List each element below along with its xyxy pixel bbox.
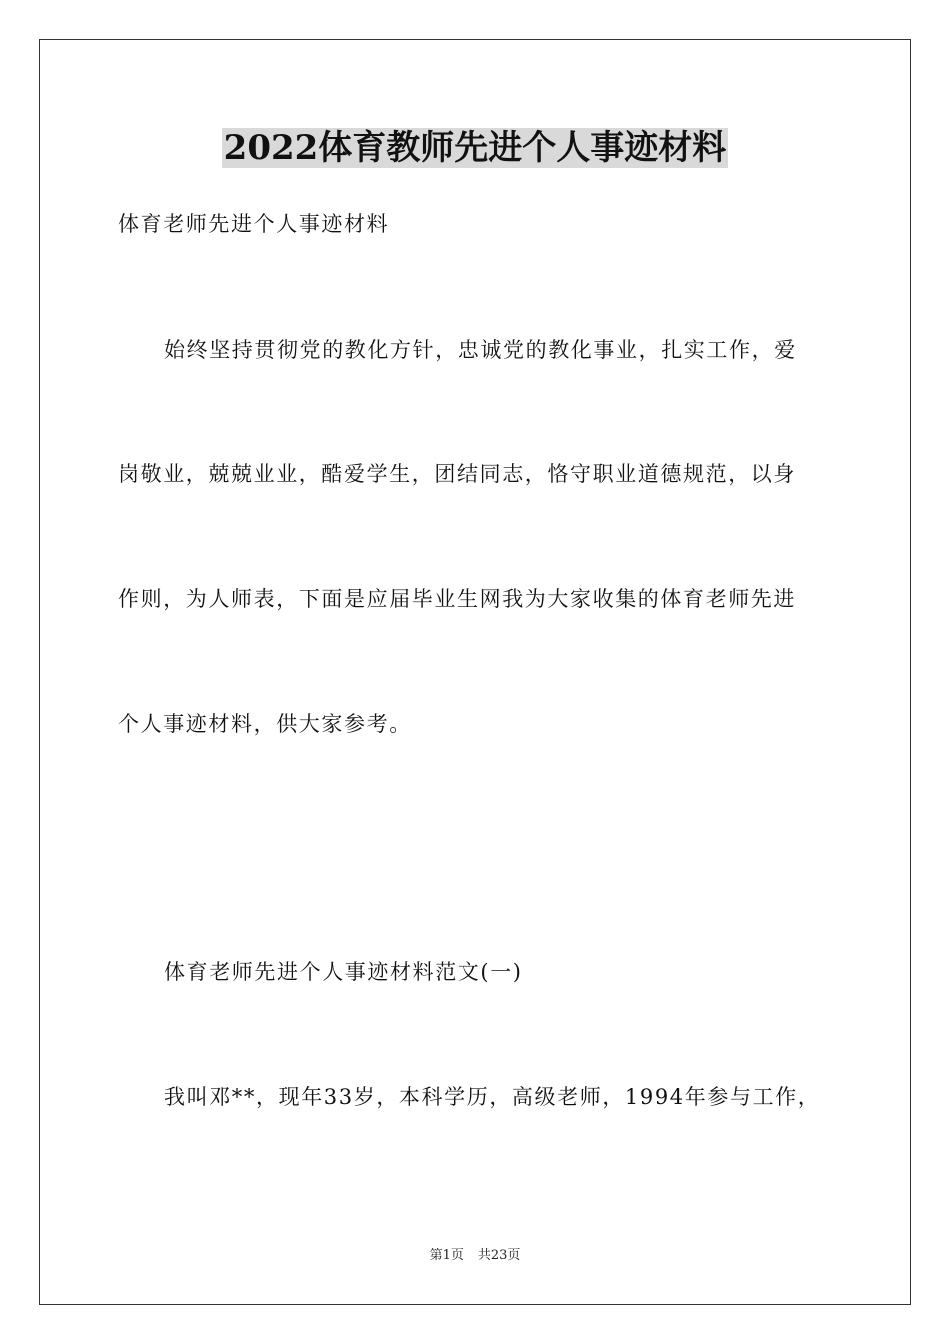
document-title — [0, 125, 950, 171]
paragraph-line: 我叫邓**，现年33岁，本科学历，高级老师，1994年参与工作， — [164, 1085, 821, 1109]
paragraph-line: 始终坚持贯彻党的教化方针，忠诚党的教化事业，扎实工作，爱 — [164, 338, 797, 362]
page-footer — [0, 1247, 950, 1265]
section-heading: 体育老师先进个人事迹材料范文(一) — [164, 960, 523, 984]
paragraph-line: 作则，为人师表，下面是应届毕业生网我为大家收集的体育老师先进 — [118, 587, 796, 611]
page-total: 共23页 — [477, 1248, 521, 1263]
paragraph-line: 岗敬业，兢兢业业，酷爱学生，团结同志，恪守职业道德规范，以身 — [118, 462, 796, 486]
document-title-text: 2022体育教师先进个人事迹材料 — [223, 128, 727, 168]
paragraph-line: 个人事迹材料，供大家参考。 — [118, 712, 412, 736]
page-number: 第1页 — [429, 1248, 464, 1263]
document-subtitle: 体育老师先进个人事迹材料 — [118, 212, 390, 236]
